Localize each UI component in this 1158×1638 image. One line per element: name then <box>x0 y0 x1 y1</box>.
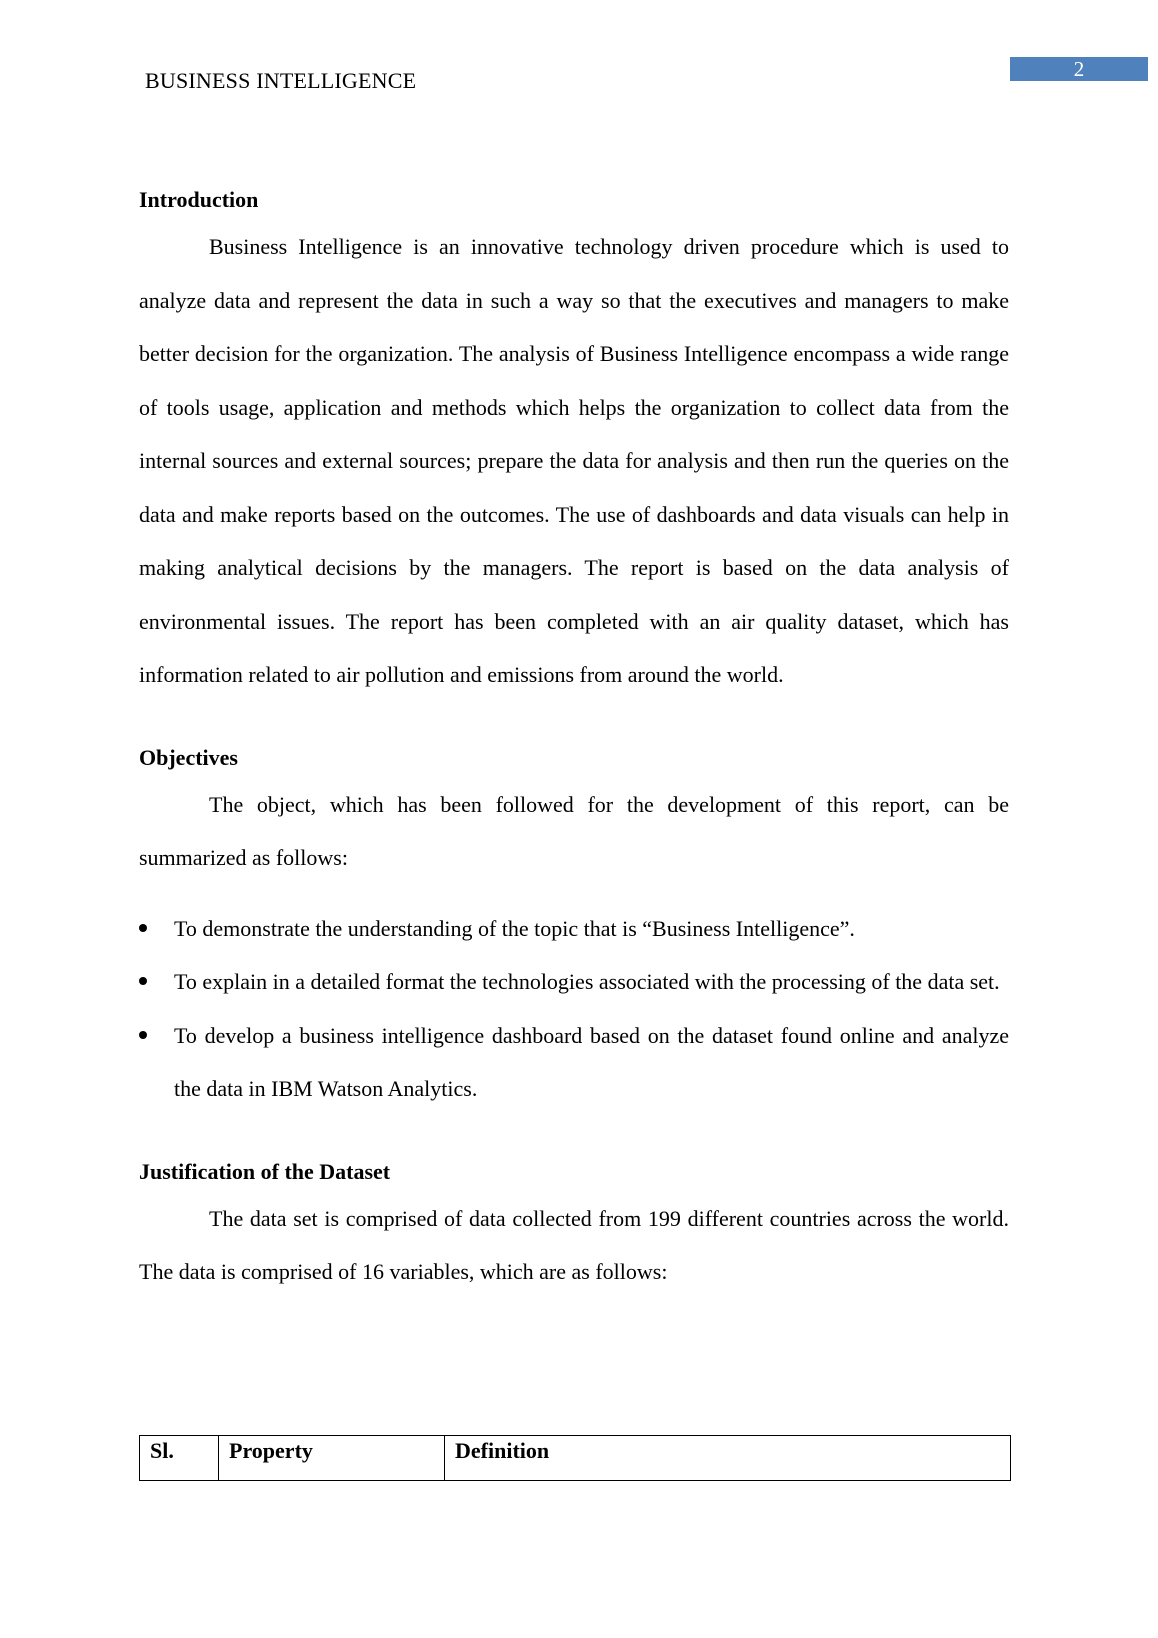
list-item <box>139 1009 1009 1116</box>
running-header-title: BUSINESS INTELLIGENCE <box>145 68 417 93</box>
page-number-badge: 2 <box>1010 57 1148 81</box>
objective-text-1: To demonstrate the understanding of the topic that is “Business Intelligence”. <box>174 915 855 941</box>
bullet-icon <box>139 1031 147 1039</box>
objectives-heading: Objectives <box>139 744 238 770</box>
bullet-icon <box>139 924 147 932</box>
objectives-paragraph: The object, which has been followed for the development of this report, can be summarized as follows: <box>139 791 1009 870</box>
bullet-icon <box>139 977 147 985</box>
document-body <box>139 180 1009 1299</box>
list-item <box>139 955 1009 1009</box>
objective-text-2: To explain in a detailed format the technologies associated with the processing of the data set. <box>174 969 1000 994</box>
objectives-list <box>139 902 1009 1116</box>
column-header-sl: Sl. <box>140 1436 219 1481</box>
list-item <box>139 902 1009 956</box>
objective-text-3: To develop a business intelligence dashboard based on the dataset found online and analyze the data in IBM Watson Analytics. <box>174 1022 1009 1101</box>
introduction-paragraph: Business Intelligence is an innovative technology driven procedure which is used to analyze data and represent the data in such a way so that the executives and managers to make better decision for the organization. The analysis of Business Intelligence encompass a wide range of tools usage, application and methods which helps the organization to collect data from the internal sources and external sources; prepare the data for analysis and then run the queries on the data and make reports based on the outcomes. The use of dashboards and data visuals can help in making analytical decisions by the managers. The report is based on the data analysis of environmental issues. The report has been completed with an air quality dataset, which has information related to air pollution and emissions from around the world. <box>139 234 1009 687</box>
table-header-row <box>140 1436 1011 1481</box>
introduction-heading: Introduction <box>139 187 259 212</box>
justification-paragraph: The data set is comprised of data collected from 199 different countries across the world. The data is comprised of 16 variables, which are as follows: <box>139 1205 1009 1284</box>
variables-table <box>139 1435 1011 1481</box>
column-header-definition: Definition <box>445 1436 1011 1481</box>
column-header-property: Property <box>219 1436 445 1481</box>
justification-heading: Justification of the Dataset <box>139 1158 391 1184</box>
